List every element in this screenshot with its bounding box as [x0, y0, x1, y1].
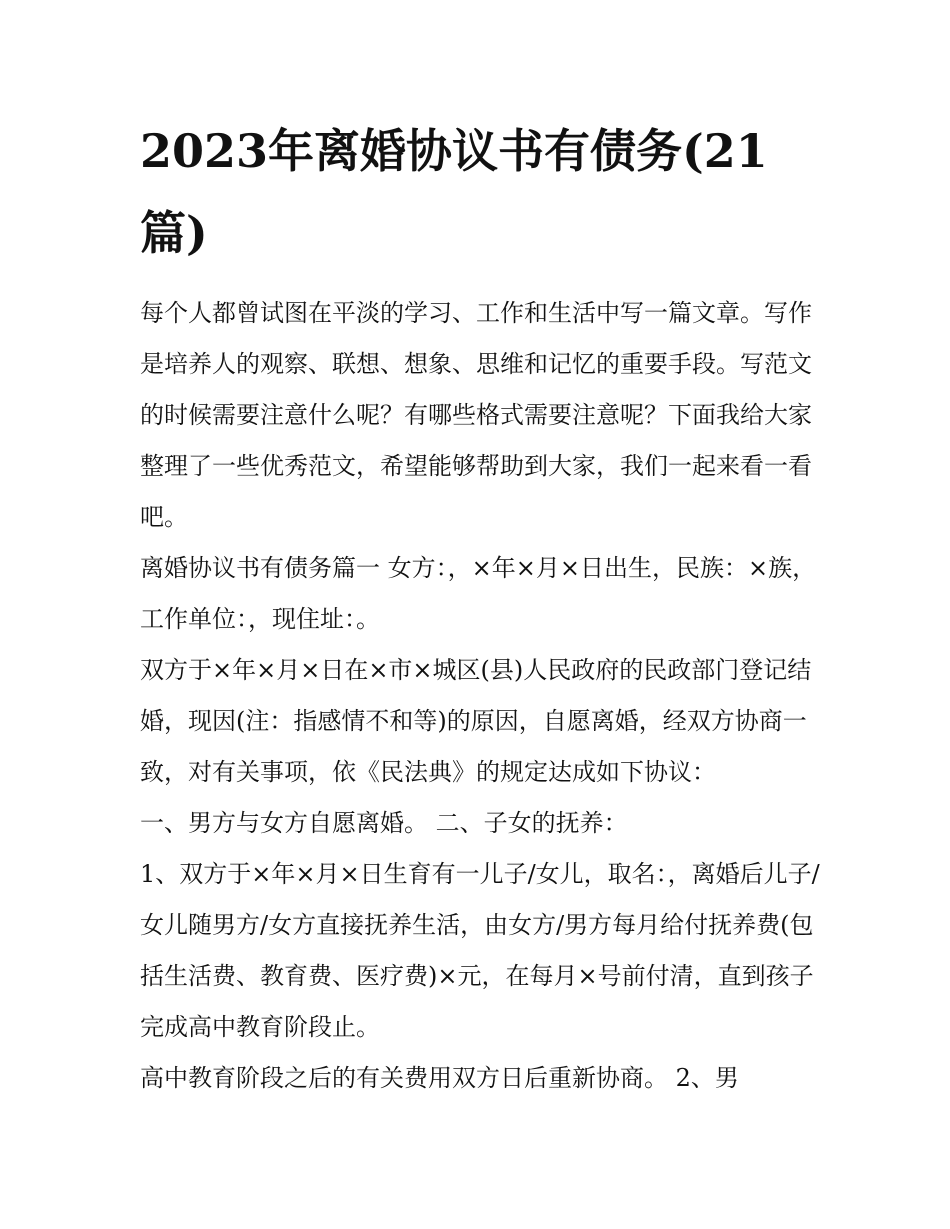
paragraph-marriage-registration: 双方于×年×月×日在×市×城区(县)人民政府的民政部门登记结婚，现因(注：指感情不和等)的原因，自愿离婚，经双方协商一致，对有关事项，依《民法典》的规定达成如下协议： — [140, 656, 812, 786]
document-page — [140, 110, 830, 1104]
paragraph-intro: 每个人都曾试图在平淡的学习、工作和生活中写一篇文章。写作是培养人的观察、联想、想象、思维和记忆的重要手段。写范文的时候需要注意什么呢？有哪些格式需要注意呢？下面我给大家整理了一些优秀范文，希望能够帮助到大家，我们一起来看一看吧。 — [140, 299, 812, 531]
paragraph-clause-one: 一、男方与女方自愿离婚。 二、子女的抚养： — [140, 809, 628, 837]
document-title: 2023年离婚协议书有债务(21篇) — [140, 124, 768, 260]
paragraph-child-custody: 1、双方于×年×月×日生育有一儿子/女儿，取名：，离婚后儿子/女儿随男方/女方直接抚养生活，由女方/男方每月给付抚养费(包括生活费、教育费、医疗费)×元，在每月×号前付清，直到孩子完成高中教育阶段止。 — [140, 860, 820, 1041]
paragraph-party-info: 离婚协议书有债务篇一 女方：，×年×月×日出生，民族：×族，工作单位：，现住址：。 — [140, 554, 817, 633]
paragraph-higher-education: 高中教育阶段之后的有关费用双方日后重新协商。 2、男 — [140, 1064, 739, 1092]
